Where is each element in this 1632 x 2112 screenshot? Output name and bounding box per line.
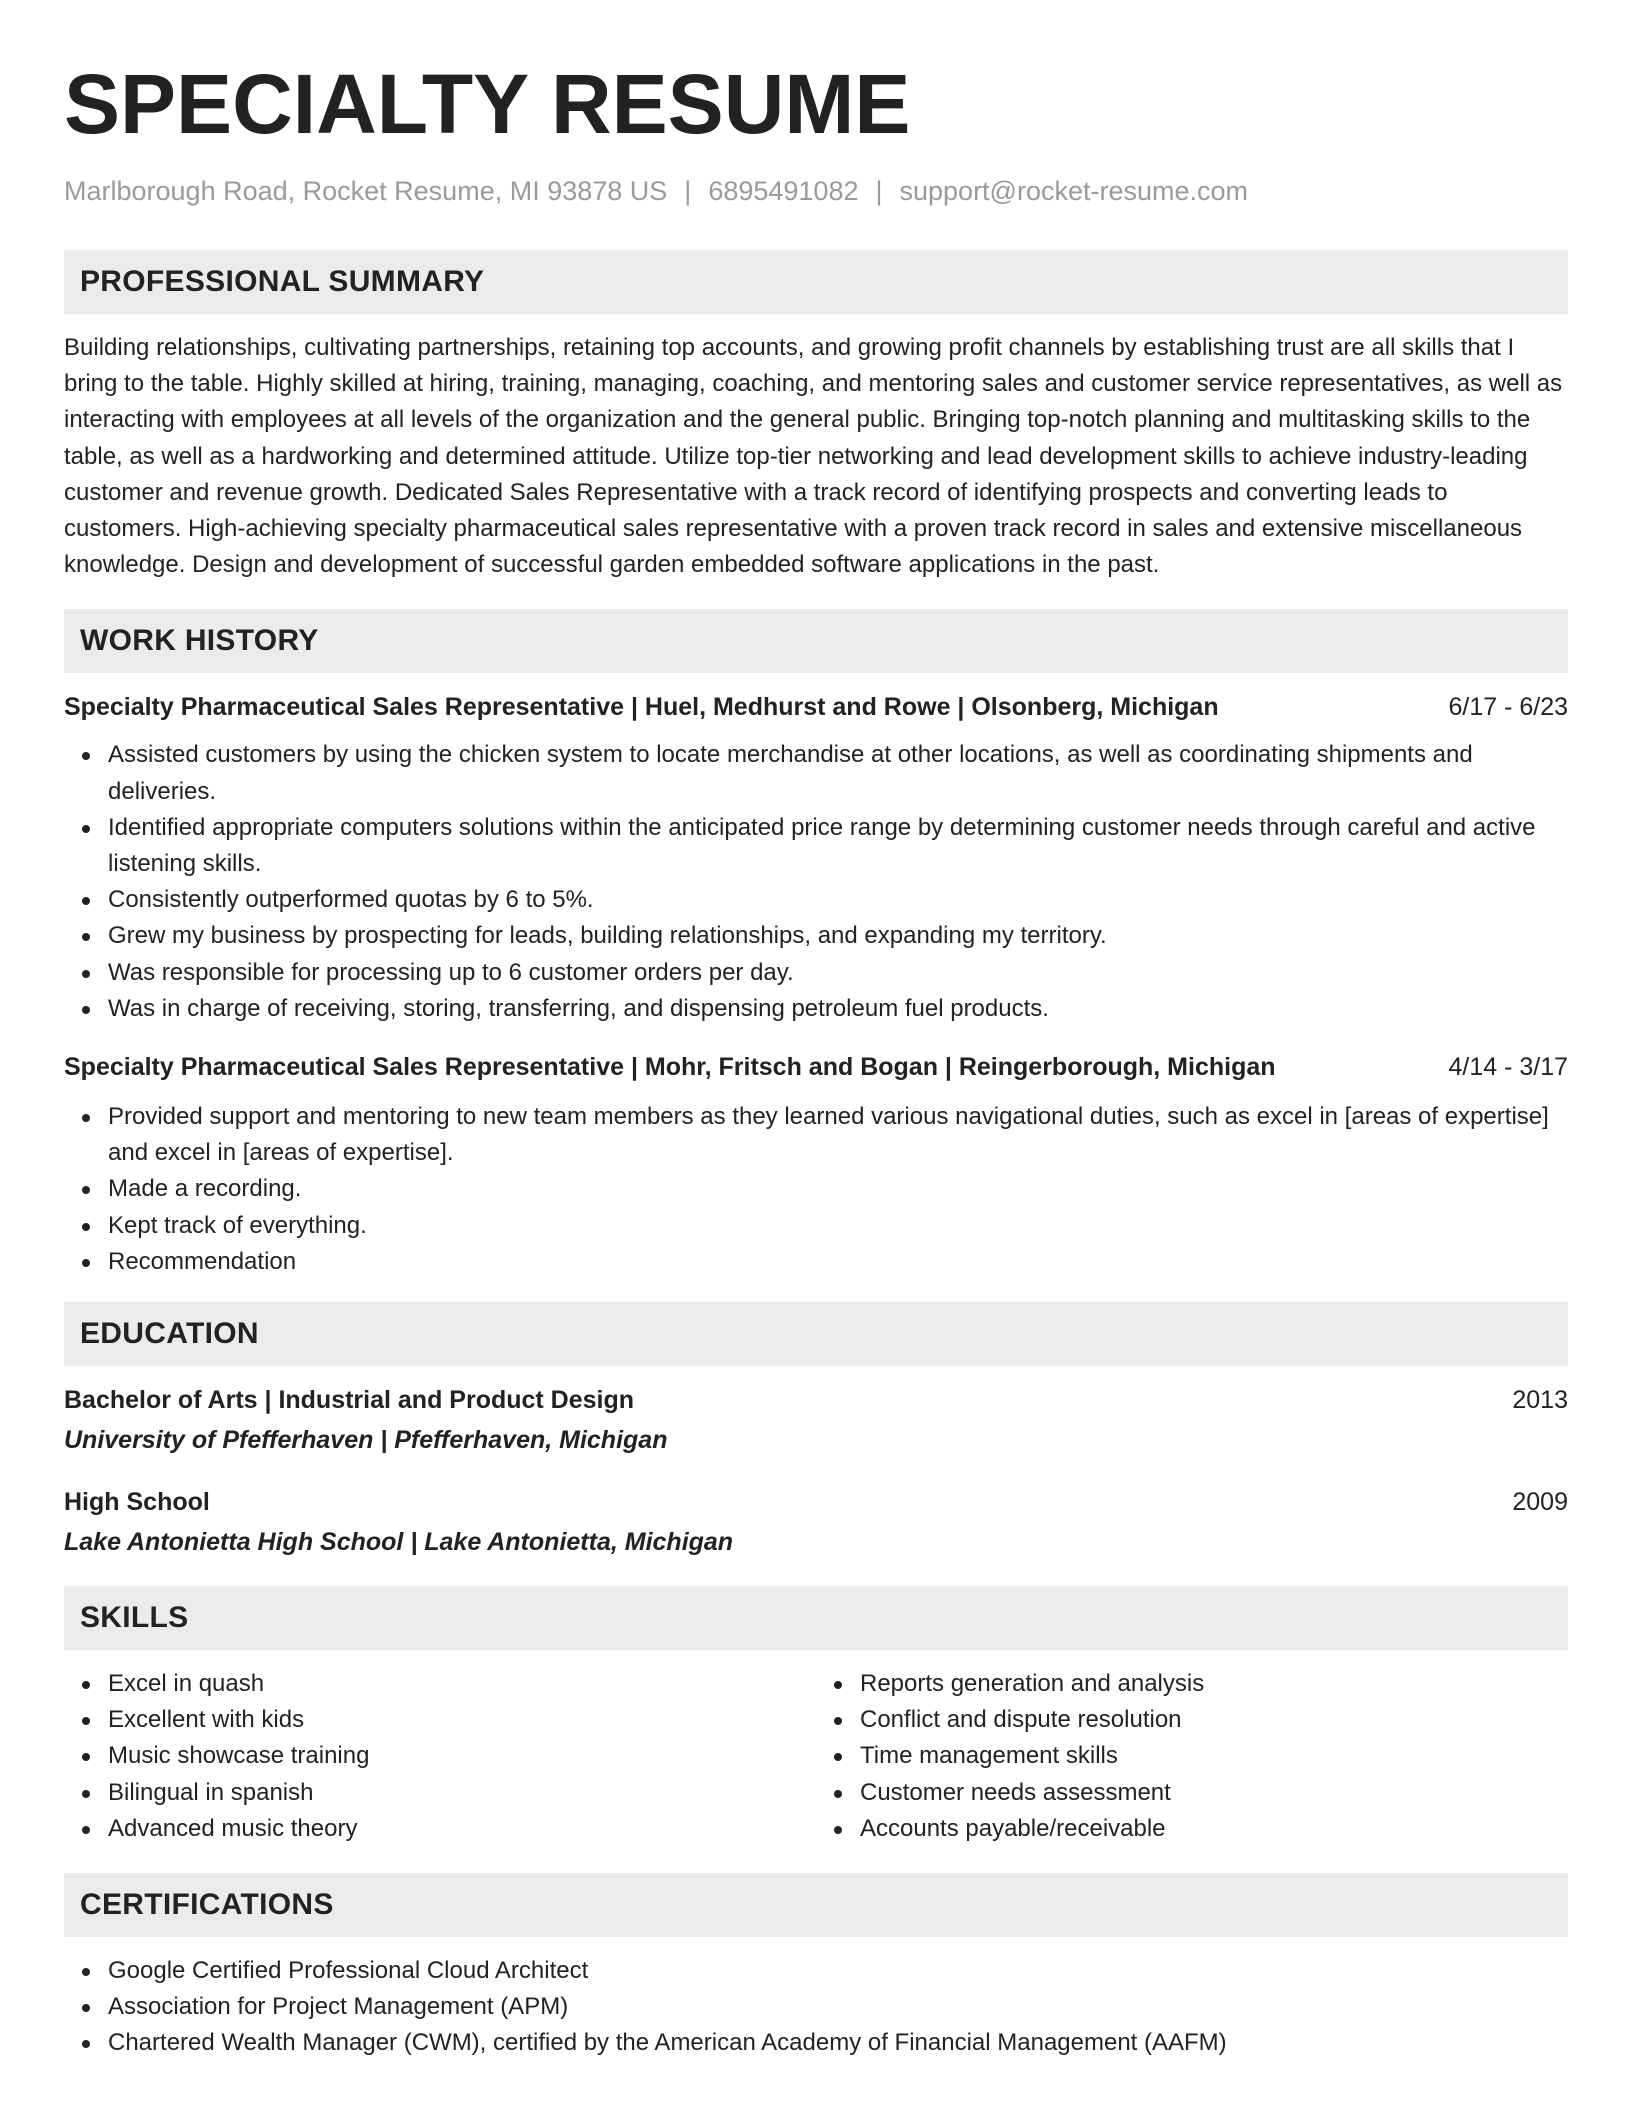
section-header-summary: PROFESSIONAL SUMMARY <box>64 250 1568 314</box>
skill-item: Bilingual in spanish <box>108 1775 816 1811</box>
education-degree: High School <box>64 1488 210 1517</box>
job-duty: Was responsible for processing up to 6 customer orders per day. <box>108 955 1568 991</box>
education-entry <box>64 1384 1568 1456</box>
skills-grid <box>64 1666 1568 1847</box>
skill-item: Accounts payable/receivable <box>860 1811 1568 1847</box>
summary-text: Building relationships, cultivating partnerships, retaining top accounts, and growing profit channels by establishing trust are all skills that I bring to the table. Highly skilled at hiring, training, managing, coaching, and mentoring sales and customer service representatives, as well as interacting with employees at all levels of the organization and the general public. Bringing top-notch planning and multitasking skills to the table, as well as a hardworking and determined attitude. Utilize top-tier networking and lead development skills to achieve industry-leading customer and revenue growth. Dedicated Sales Representative with a track record of identifying prospects and converting leads to customers. High-achieving specialty pharmaceutical sales representative with a proven track record in sales and extensive miscellaneous knowledge. Design and development of successful garden embedded software applications in the past. <box>64 334 1563 579</box>
contact-separator: | <box>875 176 883 206</box>
job-duty: Assisted customers by using the chicken system to locate merchandise at other locations, as well as coordinating shipments and deliveries. <box>108 737 1568 809</box>
job-duty: Was in charge of receiving, storing, transferring, and dispensing petroleum fuel products. <box>108 991 1568 1027</box>
job-duties-list <box>64 1099 1568 1280</box>
contact-email: support@rocket-resume.com <box>899 176 1249 206</box>
education-degree: Bachelor of Arts | Industrial and Product Design <box>64 1386 635 1415</box>
job-title: Specialty Pharmaceutical Sales Representative | Huel, Medhurst and Rowe | Olsonberg, Michigan <box>64 693 1219 722</box>
skill-item: Excel in quash <box>108 1666 816 1702</box>
section-header-work-history: WORK HISTORY <box>64 609 1568 673</box>
skills-list-left <box>64 1666 816 1847</box>
contact-address: Marlborough Road, Rocket Resume, MI 93878 US <box>64 176 668 206</box>
job-duty: Grew my business by prospecting for leads, building relationships, and expanding my territory. <box>108 918 1568 954</box>
job-duty: Consistently outperformed quotas by 6 to 5%. <box>108 882 1568 918</box>
job-dates: 4/14 - 3/17 <box>1448 1053 1568 1082</box>
job-duty: Recommendation <box>108 1244 1568 1280</box>
education-school: Lake Antonietta High School | Lake Antonietta, Michigan <box>64 1528 734 1557</box>
section-header-education: EDUCATION <box>64 1302 1568 1366</box>
education-header <box>64 1384 1568 1416</box>
job-duties-list <box>64 737 1568 1027</box>
skill-item: Advanced music theory <box>108 1811 816 1847</box>
education-year: 2013 <box>1512 1386 1568 1415</box>
skill-item: Reports generation and analysis <box>860 1666 1568 1702</box>
certification-item: Association for Project Management (APM) <box>108 1989 1568 2025</box>
education-year: 2009 <box>1512 1488 1568 1517</box>
job-dates: 6/17 - 6/23 <box>1448 693 1568 722</box>
certification-item: Chartered Wealth Manager (CWM), certified by the American Academy of Financial Management (AAFM) <box>108 2025 1568 2061</box>
job-duty: Identified appropriate computers solutions within the anticipated price range by determining customer needs through careful and active listening skills. <box>108 810 1568 882</box>
skills-list-right <box>816 1666 1568 1847</box>
section-header-skills: SKILLS <box>64 1586 1568 1650</box>
skill-item: Customer needs assessment <box>860 1775 1568 1811</box>
job-entry <box>64 1051 1568 1280</box>
job-entry <box>64 691 1568 1027</box>
skill-item: Excellent with kids <box>108 1702 816 1738</box>
job-duty: Provided support and mentoring to new team members as they learned various navigational duties, such as excel in [areas of expertise] and excel in [areas of expertise]. <box>108 1099 1568 1171</box>
skill-item: Time management skills <box>860 1738 1568 1774</box>
job-header <box>64 691 1568 723</box>
section-header-certifications: CERTIFICATIONS <box>64 1873 1568 1937</box>
contact-separator: | <box>684 176 692 206</box>
certification-item: Google Certified Professional Cloud Architect <box>108 1953 1568 1989</box>
contact-line <box>64 174 1568 208</box>
certifications-list <box>64 1953 1568 2062</box>
skill-item: Conflict and dispute resolution <box>860 1702 1568 1738</box>
contact-phone: 6895491082 <box>708 176 859 206</box>
resume-name: SPECIALTY RESUME <box>64 57 911 151</box>
education-school: University of Pfefferhaven | Pfefferhaven, Michigan <box>64 1426 668 1455</box>
job-title: Specialty Pharmaceutical Sales Representative | Mohr, Fritsch and Bogan | Reingerborough, Michigan <box>64 1053 1276 1082</box>
job-header <box>64 1051 1568 1083</box>
education-header <box>64 1486 1568 1518</box>
education-entry <box>64 1486 1568 1558</box>
job-duty: Kept track of everything. <box>108 1208 1568 1244</box>
job-duty: Made a recording. <box>108 1171 1568 1207</box>
skill-item: Music showcase training <box>108 1738 816 1774</box>
